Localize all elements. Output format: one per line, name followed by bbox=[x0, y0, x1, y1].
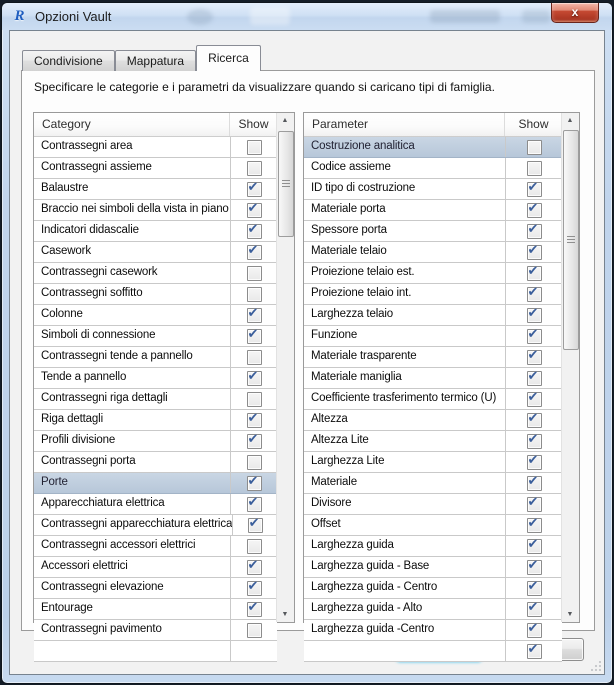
row-label bbox=[34, 641, 230, 661]
table-row[interactable] bbox=[34, 410, 277, 431]
row-label: Larghezza guida - Centro bbox=[311, 581, 438, 593]
row-label: Balaustre bbox=[41, 182, 89, 194]
table-row[interactable] bbox=[304, 473, 562, 494]
show-cell bbox=[230, 326, 277, 346]
table-row[interactable] bbox=[34, 431, 277, 452]
show-cell bbox=[230, 452, 277, 472]
show-cell bbox=[505, 641, 562, 661]
show-checkbox[interactable] bbox=[247, 367, 262, 386]
show-checkbox[interactable] bbox=[527, 241, 542, 260]
show-cell bbox=[230, 137, 277, 157]
table-row[interactable] bbox=[34, 452, 277, 473]
column-header-show[interactable]: Show bbox=[238, 117, 269, 131]
scrollbar-thumb[interactable] bbox=[278, 131, 294, 237]
row-label: Accessori elettrici bbox=[41, 560, 128, 572]
show-cell bbox=[505, 158, 562, 178]
table-row[interactable] bbox=[304, 431, 562, 452]
checkmark-icon: ✔ bbox=[247, 304, 259, 320]
page-description: Specificare le categorie e i parametri da visualizzare quando si caricano tipi di famiglia. bbox=[34, 80, 495, 94]
show-cell bbox=[230, 200, 277, 220]
row-label: Contrassegni elevazione bbox=[41, 581, 164, 593]
checkmark-icon: ✔ bbox=[527, 241, 539, 257]
checkmark-icon: ✔ bbox=[527, 388, 539, 404]
checkmark-icon: ✔ bbox=[247, 409, 259, 425]
show-cell bbox=[505, 347, 562, 367]
show-checkbox[interactable] bbox=[527, 619, 542, 638]
show-checkbox[interactable] bbox=[247, 287, 262, 302]
checkmark-icon: ✔ bbox=[527, 451, 539, 467]
thumb-grip-icon bbox=[282, 180, 290, 187]
show-checkbox[interactable] bbox=[247, 350, 262, 365]
show-checkbox[interactable] bbox=[527, 178, 542, 197]
show-checkbox[interactable] bbox=[247, 409, 262, 428]
row-label: Altezza Lite bbox=[311, 434, 369, 446]
table-row[interactable] bbox=[304, 620, 562, 641]
show-checkbox[interactable] bbox=[527, 451, 542, 470]
checkmark-icon: ✔ bbox=[247, 199, 259, 215]
row-label: Larghezza telaio bbox=[311, 308, 393, 320]
table-row[interactable] bbox=[304, 284, 562, 305]
show-checkbox[interactable] bbox=[247, 430, 262, 449]
column-header-show[interactable]: Show bbox=[518, 117, 549, 131]
tab-ricerca[interactable]: Ricerca bbox=[196, 45, 261, 71]
row-label: Porte bbox=[41, 476, 68, 488]
table-row[interactable] bbox=[304, 641, 562, 662]
table-row[interactable] bbox=[304, 599, 562, 620]
show-cell bbox=[230, 179, 277, 199]
checkmark-icon: ✔ bbox=[527, 577, 539, 593]
row-label: Materiale telaio bbox=[311, 245, 387, 257]
row-label: Apparecchiatura elettrica bbox=[41, 497, 165, 509]
show-cell bbox=[230, 347, 277, 367]
checkmark-icon: ✔ bbox=[527, 367, 539, 383]
row-label: Profili divisione bbox=[41, 434, 116, 446]
category-table-header[interactable] bbox=[34, 113, 277, 137]
checkmark-icon: ✔ bbox=[527, 556, 539, 572]
show-checkbox[interactable] bbox=[247, 241, 262, 260]
table-row[interactable] bbox=[34, 515, 277, 536]
table-row[interactable] bbox=[304, 557, 562, 578]
show-checkbox[interactable] bbox=[527, 640, 542, 659]
table-row[interactable] bbox=[304, 137, 562, 158]
show-cell bbox=[230, 410, 277, 430]
row-label: Riga dettagli bbox=[41, 413, 103, 425]
show-checkbox[interactable] bbox=[527, 346, 542, 365]
table-row[interactable] bbox=[34, 221, 277, 242]
checkmark-icon: ✔ bbox=[527, 199, 539, 215]
dialog-opzioni-vault bbox=[1, 2, 613, 684]
table-row[interactable] bbox=[304, 305, 562, 326]
category-vertical-scrollbar[interactable] bbox=[276, 113, 294, 622]
show-checkbox[interactable] bbox=[527, 262, 542, 281]
table-row[interactable] bbox=[304, 263, 562, 284]
table-row[interactable] bbox=[34, 473, 277, 494]
category-table bbox=[33, 112, 295, 635]
show-checkbox[interactable] bbox=[247, 472, 262, 491]
table-row[interactable] bbox=[34, 305, 277, 326]
show-cell bbox=[232, 515, 277, 535]
table-row[interactable] bbox=[34, 263, 277, 284]
row-label: ID tipo di costruzione bbox=[311, 182, 416, 194]
show-checkbox[interactable] bbox=[247, 304, 262, 323]
row-label: Materiale porta bbox=[311, 203, 386, 215]
table-row[interactable] bbox=[304, 536, 562, 557]
tab-condivisione[interactable]: Condivisione bbox=[22, 50, 115, 71]
table-row[interactable] bbox=[34, 620, 277, 641]
show-checkbox[interactable] bbox=[527, 283, 542, 302]
show-checkbox[interactable] bbox=[247, 577, 262, 596]
window-title: Opzioni Vault bbox=[35, 9, 112, 24]
row-label: Spessore porta bbox=[311, 224, 387, 236]
show-checkbox[interactable] bbox=[527, 535, 542, 554]
show-cell bbox=[505, 410, 562, 430]
show-cell bbox=[230, 221, 277, 241]
show-checkbox[interactable] bbox=[247, 623, 262, 638]
row-label: Contrassegni soffitto bbox=[41, 287, 143, 299]
show-checkbox[interactable] bbox=[247, 539, 262, 554]
show-checkbox[interactable] bbox=[247, 161, 262, 176]
checkmark-icon: ✔ bbox=[247, 556, 259, 572]
table-row[interactable] bbox=[34, 389, 277, 410]
table-row[interactable] bbox=[34, 200, 277, 221]
show-checkbox[interactable] bbox=[247, 140, 262, 155]
show-checkbox[interactable] bbox=[527, 409, 542, 428]
table-row[interactable] bbox=[34, 158, 277, 179]
tab-mappatura[interactable]: Mappatura bbox=[115, 50, 196, 71]
show-checkbox[interactable] bbox=[527, 514, 542, 533]
row-label: Larghezza guida -Centro bbox=[311, 623, 435, 635]
row-label: Offset bbox=[311, 518, 341, 530]
show-cell bbox=[230, 536, 277, 556]
show-cell bbox=[505, 389, 562, 409]
row-label bbox=[304, 641, 505, 661]
resize-grip[interactable] bbox=[591, 661, 601, 671]
checkmark-icon: ✔ bbox=[527, 178, 539, 194]
row-label: Proiezione telaio est. bbox=[311, 266, 415, 278]
checkmark-icon: ✔ bbox=[527, 409, 539, 425]
row-label: Larghezza guida - Base bbox=[311, 560, 430, 572]
table-row[interactable] bbox=[304, 515, 562, 536]
table-row[interactable] bbox=[304, 179, 562, 200]
row-label: Materiale maniglia bbox=[311, 371, 402, 383]
show-checkbox[interactable] bbox=[247, 199, 262, 218]
show-cell bbox=[505, 368, 562, 388]
row-label: Colonne bbox=[41, 308, 83, 320]
row-label: Codice assieme bbox=[311, 161, 391, 173]
show-checkbox[interactable] bbox=[247, 392, 262, 407]
row-label: Proiezione telaio int. bbox=[311, 287, 412, 299]
show-checkbox[interactable] bbox=[247, 220, 262, 239]
show-checkbox[interactable] bbox=[247, 266, 262, 281]
show-checkbox[interactable] bbox=[527, 598, 542, 617]
show-checkbox[interactable] bbox=[247, 556, 262, 575]
checkmark-icon: ✔ bbox=[527, 262, 539, 278]
show-cell bbox=[230, 578, 277, 598]
table-row[interactable] bbox=[304, 578, 562, 599]
close-button[interactable] bbox=[551, 3, 599, 23]
parameter-table-header[interactable] bbox=[304, 113, 562, 137]
table-row[interactable] bbox=[304, 410, 562, 431]
checkmark-icon: ✔ bbox=[527, 283, 539, 299]
scroll-down-arrow-icon[interactable]: ▼ bbox=[566, 611, 574, 618]
show-cell bbox=[505, 200, 562, 220]
close-icon: x bbox=[571, 5, 579, 19]
show-checkbox[interactable] bbox=[527, 325, 542, 344]
show-cell bbox=[505, 326, 562, 346]
tab-page-ricerca bbox=[21, 70, 595, 656]
row-label: Materiale trasparente bbox=[311, 350, 417, 362]
category-table-body bbox=[34, 137, 277, 635]
table-row[interactable] bbox=[34, 599, 277, 620]
row-label: Contrassegni pavimento bbox=[41, 623, 162, 635]
titlebar[interactable] bbox=[2, 3, 612, 30]
row-label: Casework bbox=[41, 245, 91, 257]
show-cell bbox=[230, 473, 277, 493]
column-header-parameter[interactable]: Parameter bbox=[304, 113, 505, 136]
show-checkbox[interactable] bbox=[527, 493, 542, 512]
row-label: Funzione bbox=[311, 329, 358, 341]
scroll-down-arrow-icon[interactable]: ▼ bbox=[281, 611, 289, 618]
show-checkbox[interactable] bbox=[247, 598, 262, 617]
row-label: Entourage bbox=[41, 602, 93, 614]
titlebar-ghost-artifact bbox=[187, 9, 213, 25]
show-checkbox[interactable] bbox=[527, 199, 542, 218]
show-checkbox[interactable] bbox=[527, 472, 542, 491]
parameter-vertical-scrollbar[interactable] bbox=[561, 113, 579, 622]
table-row[interactable] bbox=[34, 368, 277, 389]
table-row[interactable] bbox=[34, 284, 277, 305]
scrollbar-thumb[interactable] bbox=[563, 130, 579, 350]
checkmark-icon: ✔ bbox=[527, 493, 539, 509]
checkmark-icon: ✔ bbox=[527, 619, 539, 635]
table-row[interactable] bbox=[34, 347, 277, 368]
show-cell bbox=[230, 158, 277, 178]
table-row[interactable] bbox=[34, 326, 277, 347]
show-cell bbox=[505, 452, 562, 472]
row-label: Contrassegni apparecchiatura elettrica bbox=[41, 518, 233, 530]
row-label: Contrassegni tende a pannello bbox=[41, 350, 193, 362]
show-checkbox[interactable] bbox=[527, 140, 542, 155]
show-cell bbox=[505, 620, 562, 640]
show-cell bbox=[230, 620, 277, 640]
show-cell bbox=[505, 305, 562, 325]
show-cell bbox=[230, 242, 277, 262]
show-cell bbox=[230, 284, 277, 304]
checkmark-icon: ✔ bbox=[247, 178, 259, 194]
table-row[interactable] bbox=[304, 242, 562, 263]
table-row[interactable] bbox=[304, 326, 562, 347]
show-checkbox[interactable] bbox=[247, 455, 262, 470]
row-label: Contrassegni area bbox=[41, 140, 133, 152]
show-cell bbox=[230, 494, 277, 514]
show-cell bbox=[230, 641, 277, 661]
revit-app-icon: R bbox=[14, 8, 25, 24]
row-label: Larghezza guida - Alto bbox=[311, 602, 423, 614]
show-cell bbox=[505, 473, 562, 493]
row-label: Larghezza Lite bbox=[311, 455, 385, 467]
show-checkbox[interactable] bbox=[527, 220, 542, 239]
row-label: Divisore bbox=[311, 497, 352, 509]
row-label: Contrassegni riga dettagli bbox=[41, 392, 168, 404]
checkmark-icon: ✔ bbox=[247, 577, 259, 593]
row-label: Materiale bbox=[311, 476, 357, 488]
table-row[interactable] bbox=[34, 137, 277, 158]
row-label: Tende a pannello bbox=[41, 371, 127, 383]
checkmark-icon: ✔ bbox=[527, 220, 539, 236]
tab-bar bbox=[22, 45, 261, 71]
show-checkbox[interactable] bbox=[247, 325, 262, 344]
show-checkbox[interactable] bbox=[527, 556, 542, 575]
checkmark-icon: ✔ bbox=[248, 514, 260, 530]
table-row[interactable] bbox=[304, 200, 562, 221]
column-header-category[interactable]: Category bbox=[34, 113, 230, 136]
parameter-table bbox=[303, 112, 580, 656]
checkmark-icon: ✔ bbox=[527, 304, 539, 320]
row-label: Indicatori didascalie bbox=[41, 224, 139, 236]
titlebar-ghost-artifact bbox=[430, 10, 500, 23]
table-row[interactable] bbox=[34, 557, 277, 578]
row-label: Coefficiente trasferimento termico (U) bbox=[311, 392, 497, 404]
table-row[interactable] bbox=[304, 221, 562, 242]
row-label: Contrassegni assieme bbox=[41, 161, 152, 173]
table-row[interactable] bbox=[34, 578, 277, 599]
show-checkbox[interactable] bbox=[247, 178, 262, 197]
parameter-table-body bbox=[304, 137, 562, 656]
checkmark-icon: ✔ bbox=[247, 430, 259, 446]
titlebar-ghost-artifact bbox=[522, 10, 550, 23]
checkmark-icon: ✔ bbox=[527, 598, 539, 614]
row-label: Contrassegni casework bbox=[41, 266, 158, 278]
checkmark-icon: ✔ bbox=[247, 598, 259, 614]
show-checkbox[interactable] bbox=[527, 367, 542, 386]
table-row[interactable] bbox=[304, 347, 562, 368]
show-checkbox[interactable] bbox=[527, 388, 542, 407]
scroll-up-arrow-icon[interactable]: ▲ bbox=[281, 117, 289, 124]
row-label: Larghezza guida bbox=[311, 539, 394, 551]
checkmark-icon: ✔ bbox=[527, 514, 539, 530]
show-checkbox[interactable] bbox=[247, 493, 262, 512]
row-label: Contrassegni accessori elettrici bbox=[41, 539, 196, 551]
checkmark-icon: ✔ bbox=[247, 241, 259, 257]
show-cell bbox=[505, 263, 562, 283]
checkmark-icon: ✔ bbox=[247, 472, 259, 488]
show-cell bbox=[505, 221, 562, 241]
show-cell bbox=[230, 263, 277, 283]
show-checkbox[interactable] bbox=[527, 161, 542, 176]
show-cell bbox=[230, 557, 277, 577]
show-cell bbox=[505, 137, 562, 157]
row-label: Altezza bbox=[311, 413, 348, 425]
show-cell bbox=[505, 557, 562, 577]
checkmark-icon: ✔ bbox=[527, 346, 539, 362]
show-cell bbox=[230, 599, 277, 619]
table-row[interactable] bbox=[34, 179, 277, 200]
row-label: Contrassegni porta bbox=[41, 455, 136, 467]
checkmark-icon: ✔ bbox=[527, 640, 539, 656]
row-label: Costruzione analitica bbox=[311, 140, 415, 152]
titlebar-ghost-artifact bbox=[250, 7, 290, 25]
checkmark-icon: ✔ bbox=[527, 472, 539, 488]
scroll-up-arrow-icon[interactable]: ▲ bbox=[566, 117, 574, 124]
show-checkbox[interactable] bbox=[527, 577, 542, 596]
show-cell bbox=[505, 242, 562, 262]
show-cell bbox=[505, 536, 562, 556]
table-row[interactable] bbox=[34, 242, 277, 263]
table-row[interactable] bbox=[304, 158, 562, 179]
show-cell bbox=[230, 305, 277, 325]
checkmark-icon: ✔ bbox=[527, 430, 539, 446]
table-row[interactable] bbox=[304, 494, 562, 515]
show-checkbox[interactable] bbox=[527, 304, 542, 323]
show-cell bbox=[505, 599, 562, 619]
table-row[interactable] bbox=[304, 389, 562, 410]
table-row[interactable] bbox=[34, 536, 277, 557]
show-cell bbox=[505, 578, 562, 598]
table-row[interactable] bbox=[34, 494, 277, 515]
checkmark-icon: ✔ bbox=[527, 535, 539, 551]
show-cell bbox=[505, 515, 562, 535]
checkmark-icon: ✔ bbox=[247, 493, 259, 509]
show-cell bbox=[230, 431, 277, 451]
show-checkbox[interactable] bbox=[248, 514, 263, 533]
checkmark-icon: ✔ bbox=[247, 367, 259, 383]
dialog-client-area bbox=[9, 30, 605, 675]
thumb-grip-icon bbox=[567, 236, 575, 243]
show-cell bbox=[505, 494, 562, 514]
show-checkbox[interactable] bbox=[527, 430, 542, 449]
show-cell bbox=[505, 179, 562, 199]
row-label: Braccio nei simboli della vista in piano bbox=[41, 203, 229, 215]
table-row[interactable] bbox=[304, 368, 562, 389]
table-row[interactable] bbox=[34, 641, 277, 662]
table-row[interactable] bbox=[304, 452, 562, 473]
checkmark-icon: ✔ bbox=[247, 220, 259, 236]
show-cell bbox=[505, 431, 562, 451]
show-cell bbox=[505, 284, 562, 304]
row-label: Simboli di connessione bbox=[41, 329, 156, 341]
show-cell bbox=[230, 389, 277, 409]
checkmark-icon: ✔ bbox=[247, 325, 259, 341]
checkmark-icon: ✔ bbox=[527, 325, 539, 341]
show-cell bbox=[230, 368, 277, 388]
